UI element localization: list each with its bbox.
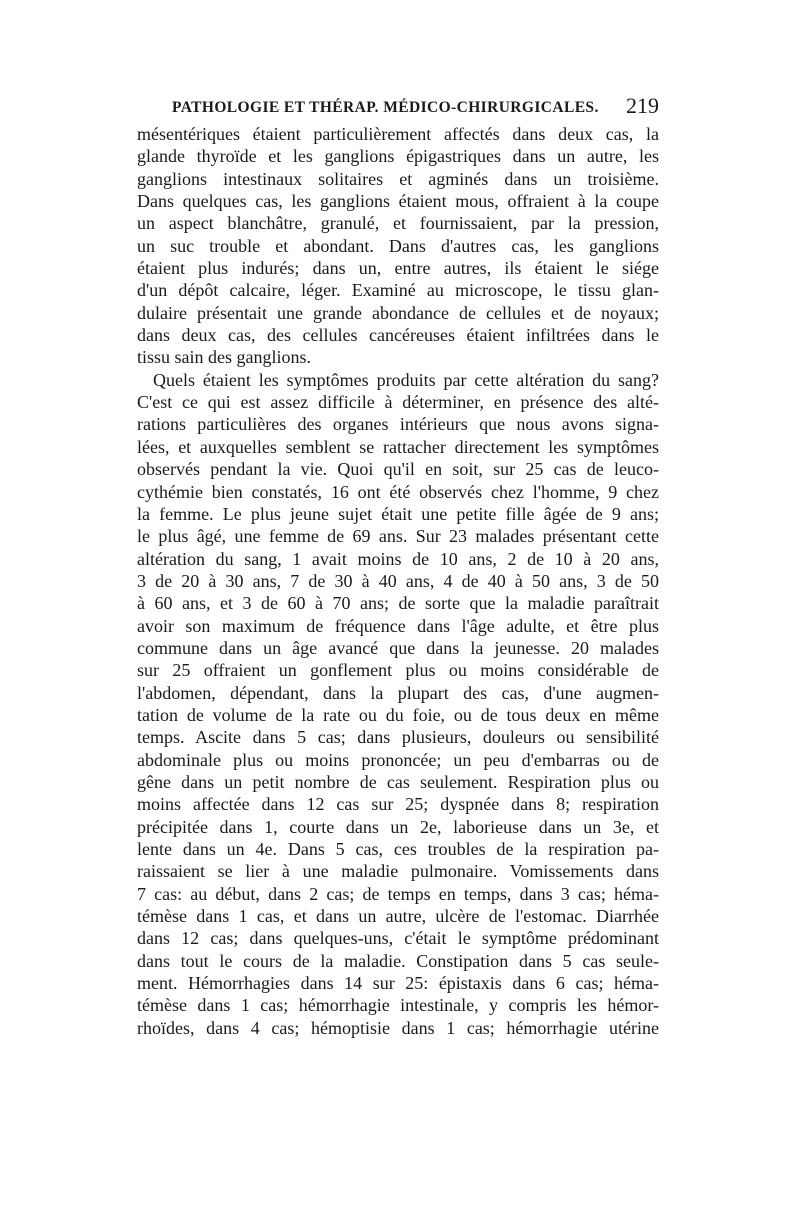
body-text [137,123,659,1039]
text-line: temps. Ascite dans 5 cas; dans plusieurs, douleurs ou sensibilité [137,727,659,748]
text-line: dans 12 cas; dans quelques-uns, c'était le symptôme prédominant [137,928,659,949]
text-line: mésentériques étaient particulièrement affectés dans deux cas, la [137,124,659,144]
text-line: un suc trouble et abondant. Dans d'autres cas, les ganglions [137,235,659,256]
text-line: sur 25 offraient un gonflement plus ou moins considérable de [137,660,659,681]
text-line: la femme. Le plus jeune sujet était une petite fille âgée de 9 ans; [137,503,659,524]
text-line: commune dans un âge avancé que dans la jeunesse. 20 malades [137,637,659,658]
text-line: altération du sang, 1 avait moins de 10 ans, 2 de 10 à 20 ans, [137,548,659,569]
text-line: abdominale plus ou moins prononcée; un peu d'embarras ou de [137,749,659,770]
text-line: 3 de 20 à 30 ans, 7 de 30 à 40 ans, 4 de 40 à 50 ans, 3 de 50 [137,570,659,591]
text-line: glande thyroïde et les ganglions épigastriques dans un autre, les [137,146,659,167]
text-line: raissaient se lier à une maladie pulmonaire. Vomissements dans [137,861,659,882]
paragraph [137,369,659,1039]
text-line: dans deux cas, des cellules cancéreuses étaient infiltrées dans le [137,325,659,346]
text-line: avoir son maximum de fréquence dans l'âge adulte, et être plus [137,615,659,636]
text-line: 7 cas: au début, dans 2 cas; de temps en temps, dans 3 cas; héma- [137,883,659,904]
text-line: un aspect blanchâtre, granulé, et fournissaient, par la pression, [137,213,659,234]
text-line: à 60 ans, et 3 de 60 à 70 ans; de sorte que la maladie paraîtrait [137,593,659,614]
text-line: ment. Hémorrhagies dans 14 sur 25: épistaxis dans 6 cas; héma- [137,973,659,994]
text-line: dans tout le cours de la maladie. Constipation dans 5 cas seule- [137,950,659,971]
text-line: gêne dans un petit nombre de cas seulement. Respiration plus ou [137,771,659,792]
text-line: ganglions intestinaux solitaires et agminés dans un troisième. [137,168,659,189]
text-line: étaient plus indurés; dans un, entre autres, ils étaient le siége [137,258,659,279]
text-line: moins affectée dans 12 cas sur 25; dyspnée dans 8; respiration [137,794,659,815]
text-line: Quels étaient les symptômes produits par cette altération du sang? [153,369,659,390]
text-line: tissu sain des ganglions. [137,347,311,368]
text-line: l'abdomen, dépendant, dans la plupart des cas, d'une augmen- [137,682,659,703]
document-page [137,93,659,1039]
text-line: rhoïdes, dans 4 cas; hémoptisie dans 1 cas; hémorrhagie utérine [137,1017,659,1038]
page-number: 219 [626,93,659,118]
text-line: dulaire présentait une grande abondance de cellules et de noyaux; [137,302,659,323]
text-line: témèse dans 1 cas; hémorrhagie intestinale, y compris les hémor- [137,995,659,1016]
text-line: cythémie bien constatés, 16 ont été observés chez l'homme, 9 chez [137,481,659,502]
paragraph [137,123,659,369]
text-line: tation de volume de la rate ou du foie, ou de tous deux en même [137,704,659,725]
text-line: lente dans un 4e. Dans 5 cas, ces troubles de la respiration pa- [137,839,659,859]
text-line: Dans quelques cas, les ganglions étaient mous, offraient à la coupe [137,191,659,212]
text-line: rations particulières des organes intérieurs que nous avons signa- [137,414,659,435]
text-line: précipitée dans 1, courte dans un 2e, laborieuse dans un 3e, et [137,816,659,837]
text-line: témèse dans 1 cas, et dans un autre, ulcère de l'estomac. Diarrhée [137,906,659,927]
running-title: PATHOLOGIE ET THÉRAP. MÉDICO-CHIRURGICALES. [172,99,599,116]
text-line: d'un dépôt calcaire, léger. Examiné au microscope, le tissu glan- [137,280,659,301]
text-line: observés pendant la vie. Quoi qu'il en soit, sur 25 cas de leuco- [137,459,659,480]
text-line: lées, et auxquelles semblent se rattacher directement les symptômes [137,436,659,457]
running-head [137,93,659,123]
text-line: C'est ce qui est assez difficile à déterminer, en présence des alté- [137,392,659,413]
text-line: le plus âgé, une femme de 69 ans. Sur 23 malades présentant cette [137,526,659,547]
